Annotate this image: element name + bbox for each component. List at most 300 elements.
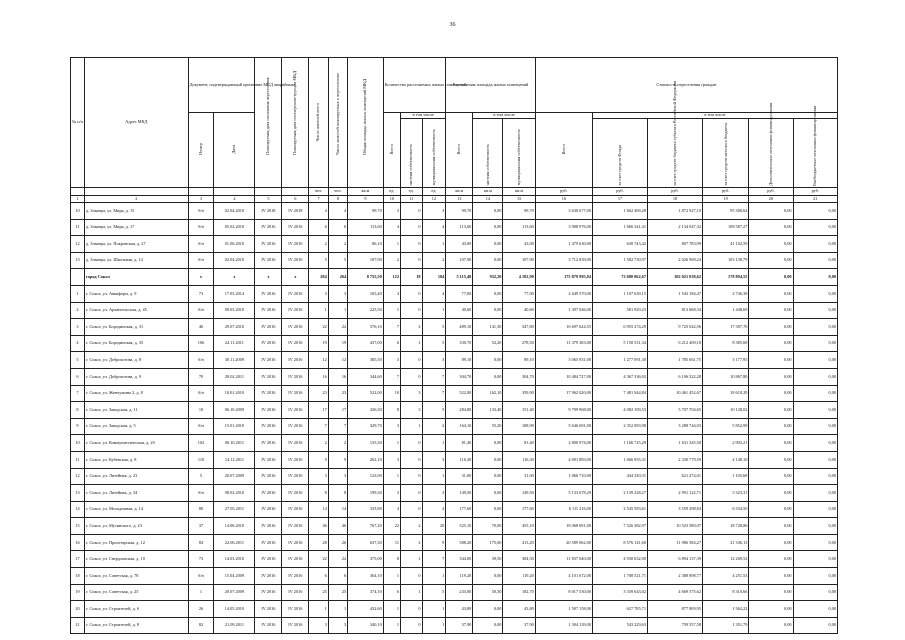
cell-c7: 7 xyxy=(309,418,328,435)
cell-p1: IV 2016 xyxy=(255,568,282,585)
cell-c15: 113,60 xyxy=(503,219,535,236)
cell-c20: 0,00 xyxy=(749,501,793,518)
cell-c20: 0,00 xyxy=(749,534,793,551)
unit-cell xyxy=(282,188,309,196)
cell-c10: 8 xyxy=(383,551,400,568)
cell-n: 21 xyxy=(71,617,85,634)
cell-n: 1 xyxy=(71,285,85,302)
table-row xyxy=(71,302,838,319)
cell-num: x xyxy=(188,269,214,286)
cell-n: 12 xyxy=(71,236,85,253)
cell-date: 06.10.2009 xyxy=(214,402,255,419)
cell-p1: IV 2016 xyxy=(255,418,282,435)
cell-c15: 278,50 xyxy=(503,335,535,352)
header-doc-number: Номер xyxy=(197,143,203,156)
cell-num: б/н xyxy=(188,219,214,236)
cell-c10: 3 xyxy=(383,485,400,502)
cell-c16: 10 484 727,00 xyxy=(535,368,592,385)
cell-c9: 364,10 xyxy=(348,568,384,585)
cell-c20: 0,00 xyxy=(749,302,793,319)
cell-date: 28.02.2011 xyxy=(214,368,255,385)
cell-c21: 0,00 xyxy=(793,485,837,502)
cell-addr: г. Сокол, ул. Заводская, д. 11 xyxy=(85,402,189,419)
cell-c8: 2 xyxy=(328,236,347,253)
cell-c18: 6 212 469,18 xyxy=(647,335,702,352)
cell-c14: 0,00 xyxy=(473,352,503,369)
cell-c8: 6 xyxy=(328,568,347,585)
cell-c7: 28 xyxy=(309,534,328,551)
cell-c14: 162,10 xyxy=(473,385,503,402)
cell-addr: г. Сокол, ул. Бородинская, д. 31 xyxy=(85,319,189,336)
cell-date: 14.06.2010 xyxy=(214,518,255,535)
cell-c18: 1 543 184,47 xyxy=(647,285,702,302)
cell-c11: 18 xyxy=(400,269,422,286)
cell-c10: 1 xyxy=(383,568,400,585)
cell-c20: 0,00 xyxy=(749,617,793,634)
cell-c21: 0,00 xyxy=(793,534,837,551)
cell-c7: 4 xyxy=(309,203,328,220)
cell-c19: 10 867,80 xyxy=(702,368,748,385)
cell-c10: 3 xyxy=(383,352,400,369)
cell-p1: IV 2016 xyxy=(255,518,282,535)
header-doc-date: Дата xyxy=(231,145,237,154)
cell-num: б/н xyxy=(188,568,214,585)
cell-c20: 0,00 xyxy=(749,485,793,502)
cell-c19: 2 746,38 xyxy=(702,285,748,302)
cell-p1: IV 2016 xyxy=(255,302,282,319)
cell-c18: 3 288 744,03 xyxy=(647,418,702,435)
cell-date: x xyxy=(214,269,255,286)
column-number-cell: 11 xyxy=(400,196,422,203)
cell-c19: 18 618,29 xyxy=(702,385,748,402)
cell-c21: 0,00 xyxy=(793,518,837,535)
table-row xyxy=(71,285,838,302)
cell-c15: 31,00 xyxy=(503,468,535,485)
cell-c15: 99,70 xyxy=(503,203,535,220)
cell-num: б/н xyxy=(188,352,214,369)
cell-p2: IV 2016 xyxy=(282,352,309,369)
cell-date: 15.04.2009 xyxy=(214,568,255,585)
cell-date: 15.01.2010 xyxy=(214,418,255,435)
table-row xyxy=(71,501,838,518)
cell-c9: 135,30 xyxy=(348,435,384,452)
cell-c16: 2 649 570,00 xyxy=(535,285,592,302)
cell-c17: 1 277 091,30 xyxy=(592,352,647,369)
cell-n: 11 xyxy=(71,219,85,236)
unit-cell xyxy=(71,188,85,196)
table-row xyxy=(71,252,838,269)
column-number-cell: 2 xyxy=(85,196,189,203)
cell-date: 08.02.2010 xyxy=(214,485,255,502)
cell-c16: 1 507 158,00 xyxy=(535,601,592,618)
header-rooms-municipal: муниципальная собственность xyxy=(430,129,436,186)
cell-c18: 759 557,58 xyxy=(647,617,702,634)
cell-c18: 1 631 345,50 xyxy=(647,435,702,452)
cell-c10: 122 xyxy=(383,269,400,286)
cell-c21: 0,00 xyxy=(793,236,837,253)
cell-c8: 3 xyxy=(328,617,347,634)
cell-c21: 0,00 xyxy=(793,385,837,402)
table-row xyxy=(71,319,838,336)
cell-c13: 177,60 xyxy=(446,501,473,518)
cell-c19: 1 351,79 xyxy=(702,617,748,634)
cell-c15: 40,60 xyxy=(503,302,535,319)
cell-n: 17 xyxy=(71,551,85,568)
cell-c15: 149,50 xyxy=(503,485,535,502)
cell-c8: 17 xyxy=(328,402,347,419)
cell-c15: 455,10 xyxy=(503,518,535,535)
cell-c9: 225,50 xyxy=(348,302,384,319)
column-number-cell: 6 xyxy=(282,196,309,203)
cell-c7: 22 xyxy=(309,551,328,568)
cell-c14: 0,00 xyxy=(473,601,503,618)
cell-c16: 3 630 677,00 xyxy=(535,203,592,220)
table-row xyxy=(71,617,838,634)
cell-c19: 6 334,50 xyxy=(702,501,748,518)
cell-num: 73 xyxy=(188,285,214,302)
cell-c8: 19 xyxy=(328,335,347,352)
cell-c8: 23 xyxy=(328,385,347,402)
cell-c10: 7 xyxy=(383,319,400,336)
table-row xyxy=(71,468,838,485)
cell-p2: IV 2016 xyxy=(282,584,309,601)
header-area-private: частная собственность xyxy=(484,144,490,186)
header-address: Адрес МКД xyxy=(85,58,189,188)
cell-date: 20.07.2009 xyxy=(214,468,255,485)
cell-n: 16 xyxy=(71,534,85,551)
cell-c12: 7 xyxy=(422,551,446,568)
header-excess-sources: Внебюджетные источники финансирования xyxy=(812,105,818,186)
column-number-cell: 17 xyxy=(592,196,647,203)
cell-c10: 1 xyxy=(383,302,400,319)
cell-c7: 3 xyxy=(309,468,328,485)
cell-c15: 4 182,90 xyxy=(503,269,535,286)
cell-c9: 86,10 xyxy=(348,236,384,253)
column-number-cell: 3 xyxy=(188,196,214,203)
cell-c10: 4 xyxy=(383,219,400,236)
header-fund-means: за счет средств Фонда xyxy=(616,145,622,186)
cell-c19: 41 102,59 xyxy=(702,236,748,253)
cell-c15: 304,50 xyxy=(503,551,535,568)
cell-c12: 1 xyxy=(422,435,446,452)
cell-p1: IV 2016 xyxy=(255,435,282,452)
cell-p1: IV 2016 xyxy=(255,319,282,336)
cell-c8: 7 xyxy=(328,418,347,435)
cell-c21: 0,00 xyxy=(793,302,837,319)
cell-c13: 43,80 xyxy=(446,601,473,618)
column-number-cell: 4 xyxy=(214,196,255,203)
cell-c13: 119,20 xyxy=(446,568,473,585)
resettlement-register-table xyxy=(70,57,838,634)
column-number-cell: 21 xyxy=(793,196,837,203)
cell-c11: 0 xyxy=(400,236,422,253)
header-cost-total: Всего xyxy=(560,144,566,155)
cell-c19: 17 307,70 xyxy=(702,319,748,336)
cell-c18: 5 707 704,65 xyxy=(647,402,702,419)
cell-c13: 344,00 xyxy=(446,551,473,568)
cell-n: 2 xyxy=(71,302,85,319)
unit-cell xyxy=(214,188,255,196)
cell-c9: 107,90 xyxy=(348,252,384,269)
column-number-cell: 15 xyxy=(503,196,535,203)
cell-c13: 40,60 xyxy=(446,302,473,319)
cell-num: 82 xyxy=(188,617,214,634)
cell-c21: 0,00 xyxy=(793,203,837,220)
cell-n: 13 xyxy=(71,252,85,269)
table-row xyxy=(71,352,838,369)
cell-p1: IV 2016 xyxy=(255,285,282,302)
cell-n: 8 xyxy=(71,402,85,419)
cell-p2: IV 2016 xyxy=(282,368,309,385)
cell-c12: 1 xyxy=(422,601,446,618)
cell-p2: IV 2016 xyxy=(282,451,309,468)
cell-c8: 6 xyxy=(328,219,347,236)
unit-cell: кв.м xyxy=(446,188,473,196)
cell-p2: IV 2016 xyxy=(282,568,309,585)
cell-c12: 2 xyxy=(422,418,446,435)
cell-c16: 18 068 691,00 xyxy=(535,518,592,535)
cell-p2: IV 2016 xyxy=(282,402,309,419)
cell-c10: 3 xyxy=(383,203,400,220)
cell-c16: 4 101 672,00 xyxy=(535,568,592,585)
cell-c13: 77,00 xyxy=(446,285,473,302)
cell-c13: 330,70 xyxy=(446,335,473,352)
cell-date: 10.01.2010 xyxy=(214,385,255,402)
cell-c17: 7 481 944,84 xyxy=(592,385,647,402)
cell-c10: 10 xyxy=(383,385,400,402)
cell-c7: 14 xyxy=(309,501,328,518)
cell-date: 14.12.2011 xyxy=(214,451,255,468)
cell-c14: 141,30 xyxy=(473,319,503,336)
cell-c19: 12 269,52 xyxy=(702,551,748,568)
cell-c11: 0 xyxy=(400,601,422,618)
cell-c12: 3 xyxy=(422,451,446,468)
cell-p1: IV 2016 xyxy=(255,617,282,634)
cell-c15: 304,70 xyxy=(503,368,535,385)
cell-c9: 340,10 xyxy=(348,617,384,634)
cell-c20: 0,00 xyxy=(749,584,793,601)
table-row xyxy=(71,335,838,352)
cell-c12: 1 xyxy=(422,617,446,634)
cell-c18: 877 809,95 xyxy=(647,601,702,618)
cell-c12: 5 xyxy=(422,319,446,336)
cell-num: б/н xyxy=(188,302,214,319)
cell-c21: 0,00 xyxy=(793,402,837,419)
cell-c17: 2 545 583,61 xyxy=(592,501,647,518)
cell-c8: 3 xyxy=(328,468,347,485)
cell-c21: 0,00 xyxy=(793,335,837,352)
cell-c20: 0,00 xyxy=(749,368,793,385)
header-planned-end: Планируемая дата окончания переселения xyxy=(265,77,271,155)
header-area-incl: в том числе xyxy=(473,113,536,119)
cell-addr: г. Сокол, ул. Пролетарская, д. 12 xyxy=(85,534,189,551)
cell-c7: 3 xyxy=(309,617,328,634)
cell-c7: 6 xyxy=(309,219,328,236)
cell-p2: IV 2016 xyxy=(282,601,309,618)
cell-c10: 11 xyxy=(383,534,400,551)
cell-c15: 119,20 xyxy=(503,568,535,585)
cell-c8: 1 xyxy=(328,601,347,618)
cell-c15: 347,80 xyxy=(503,319,535,336)
cell-c16: 1 397 046,00 xyxy=(535,302,592,319)
cell-c9: 385,50 xyxy=(348,352,384,369)
cell-c11: 0 xyxy=(400,368,422,385)
cell-p2: IV 2016 xyxy=(282,302,309,319)
cell-c9: 767,20 xyxy=(348,518,384,535)
cell-addr: г. Сокол, ул. Доброхотова, д. 9 xyxy=(85,368,189,385)
cell-c10: 6 xyxy=(383,335,400,352)
cell-num: 26 xyxy=(188,601,214,618)
cell-num: 5 xyxy=(188,468,214,485)
cell-c11: 1 xyxy=(400,335,422,352)
column-number-cell: 5 xyxy=(255,196,282,203)
unit-cell: руб. xyxy=(535,188,592,196)
table-row xyxy=(71,601,838,618)
cell-p2: IV 2016 xyxy=(282,518,309,535)
cell-c12: 1 xyxy=(422,568,446,585)
cell-c16: 3 712 839,00 xyxy=(535,252,592,269)
header-rooms-incl: в том числе xyxy=(400,113,445,119)
cell-c10: 22 xyxy=(383,518,400,535)
cell-c13: 588,20 xyxy=(446,534,473,551)
cell-c19: 108 587,27 xyxy=(702,219,748,236)
cell-c11: 1 xyxy=(400,418,422,435)
cell-c11: 2 xyxy=(400,319,422,336)
cell-c10: 4 xyxy=(383,501,400,518)
cell-c20: 0,00 xyxy=(749,335,793,352)
unit-cell: кв.м xyxy=(348,188,384,196)
unit-cell xyxy=(255,188,282,196)
cell-c7: 1 xyxy=(309,601,328,618)
cell-c8: 22 xyxy=(328,551,347,568)
cell-c11: 0 xyxy=(400,568,422,585)
cell-n: 3 xyxy=(71,319,85,336)
cell-num: б/н xyxy=(188,252,214,269)
cell-c14: 0,00 xyxy=(473,203,503,220)
cell-date: 14.03.2010 xyxy=(214,551,255,568)
cell-c11: 1 xyxy=(400,551,422,568)
cell-c19: 18 728,86 xyxy=(702,518,748,535)
cell-c9: 199,30 xyxy=(348,485,384,502)
header-area-group: Расселяемая площадь жилых помещений xyxy=(446,58,536,113)
cell-c16: 11 837 040,00 xyxy=(535,551,592,568)
city-subtotal-row xyxy=(71,269,838,286)
cell-addr: д. Злынцы, ул. Мира, д. 17 xyxy=(85,219,189,236)
cell-c21: 0,00 xyxy=(793,468,837,485)
cell-c9: 637,30 xyxy=(348,534,384,551)
cell-c20: 0,00 xyxy=(749,352,793,369)
cell-c7: 16 xyxy=(309,368,328,385)
cell-c14: 932,20 xyxy=(473,269,503,286)
table-row xyxy=(71,402,838,419)
cell-c21: 0,00 xyxy=(793,418,837,435)
cell-c12: 20 xyxy=(422,518,446,535)
cell-c19: 103 138,79 xyxy=(702,252,748,269)
cell-c7: 23 xyxy=(309,385,328,402)
cell-c14: 0,00 xyxy=(473,485,503,502)
table-row xyxy=(71,551,838,568)
cell-c19: 3 177,95 xyxy=(702,352,748,369)
cell-p2: IV 2016 xyxy=(282,501,309,518)
cell-c14: 0,00 xyxy=(473,617,503,634)
cell-c12: 7 xyxy=(422,385,446,402)
cell-c15: 116,30 xyxy=(503,451,535,468)
table-row xyxy=(71,485,838,502)
cell-c7: 1 xyxy=(309,302,328,319)
cell-c15: 108,90 xyxy=(503,418,535,435)
table-row xyxy=(71,451,838,468)
cell-c14: 0,00 xyxy=(473,252,503,269)
cell-addr: д. Злынцы, ул. Мира, д. 15 xyxy=(85,203,189,220)
cell-c17: 73 680 062,67 xyxy=(592,269,647,286)
cell-date: 21.09.2011 xyxy=(214,617,255,634)
cell-c16: 3 065 931,00 xyxy=(535,352,592,369)
cell-date: 01.06.2010 xyxy=(214,236,255,253)
cell-c13: 164,10 xyxy=(446,418,473,435)
cell-num: б/н xyxy=(188,236,214,253)
cell-c8: 22 xyxy=(328,319,347,336)
cell-addr: г. Сокол, ул. Авиаферм, д. 9 xyxy=(85,285,189,302)
cell-c21: 0,00 xyxy=(793,269,837,286)
cell-c20: 0,00 xyxy=(749,285,793,302)
cell-c9: 375,00 xyxy=(348,551,384,568)
cell-c10: 2 xyxy=(383,252,400,269)
cell-c21: 0,00 xyxy=(793,319,837,336)
cell-c16: 9 799 968,00 xyxy=(535,402,592,419)
cell-p2: IV 2016 xyxy=(282,385,309,402)
cell-c21: 0,00 xyxy=(793,584,837,601)
cell-c10: 1 xyxy=(383,468,400,485)
cell-c21: 0,00 xyxy=(793,601,837,618)
cell-c14: 55,20 xyxy=(473,418,503,435)
cell-c11: 0 xyxy=(400,285,422,302)
cell-p1: IV 2016 xyxy=(255,451,282,468)
table-row xyxy=(71,435,838,452)
cell-c9: 8 755,50 xyxy=(348,269,384,286)
cell-c16: 6 111 216,00 xyxy=(535,501,592,518)
cell-p1: IV 2016 xyxy=(255,352,282,369)
cell-c9: 123,90 xyxy=(348,468,384,485)
cell-p1: IV 2016 xyxy=(255,601,282,618)
cell-p1: IV 2016 xyxy=(255,468,282,485)
cell-c14: 0,00 xyxy=(473,368,503,385)
cell-c12: 3 xyxy=(422,352,446,369)
cell-p1: IV 2016 xyxy=(255,501,282,518)
cell-p1: IV 2016 xyxy=(255,335,282,352)
cell-c14: 0,00 xyxy=(473,236,503,253)
cell-c14: 0,00 xyxy=(473,435,503,452)
cell-c13: 522,00 xyxy=(446,385,473,402)
table-row xyxy=(71,418,838,435)
cell-c15: 359,90 xyxy=(503,385,535,402)
cell-p2: IV 2016 xyxy=(282,418,309,435)
cell-c20: 0,00 xyxy=(749,435,793,452)
cell-n: 7 xyxy=(71,385,85,402)
header-subject-budget: за счет средств бюджета субъекта Российской Федерации xyxy=(671,80,677,186)
header-num: № п/п xyxy=(71,58,85,188)
column-number-cell: 20 xyxy=(749,196,793,203)
cell-c18: 1 785 661,75 xyxy=(647,352,702,369)
unit-cell: ед. xyxy=(422,188,446,196)
cell-c16: 5 133 678,29 xyxy=(535,485,592,502)
cell-c8: 8 xyxy=(328,485,347,502)
cell-c12: 4 xyxy=(422,219,446,236)
cell-c15: 177,60 xyxy=(503,501,535,518)
cell-date: 27.05.2011 xyxy=(214,501,255,518)
cell-addr: г. Сокол, ул. Заводская, д. 5 xyxy=(85,418,189,435)
cell-c11: 0 xyxy=(400,435,422,452)
cell-c11: 0 xyxy=(400,485,422,502)
